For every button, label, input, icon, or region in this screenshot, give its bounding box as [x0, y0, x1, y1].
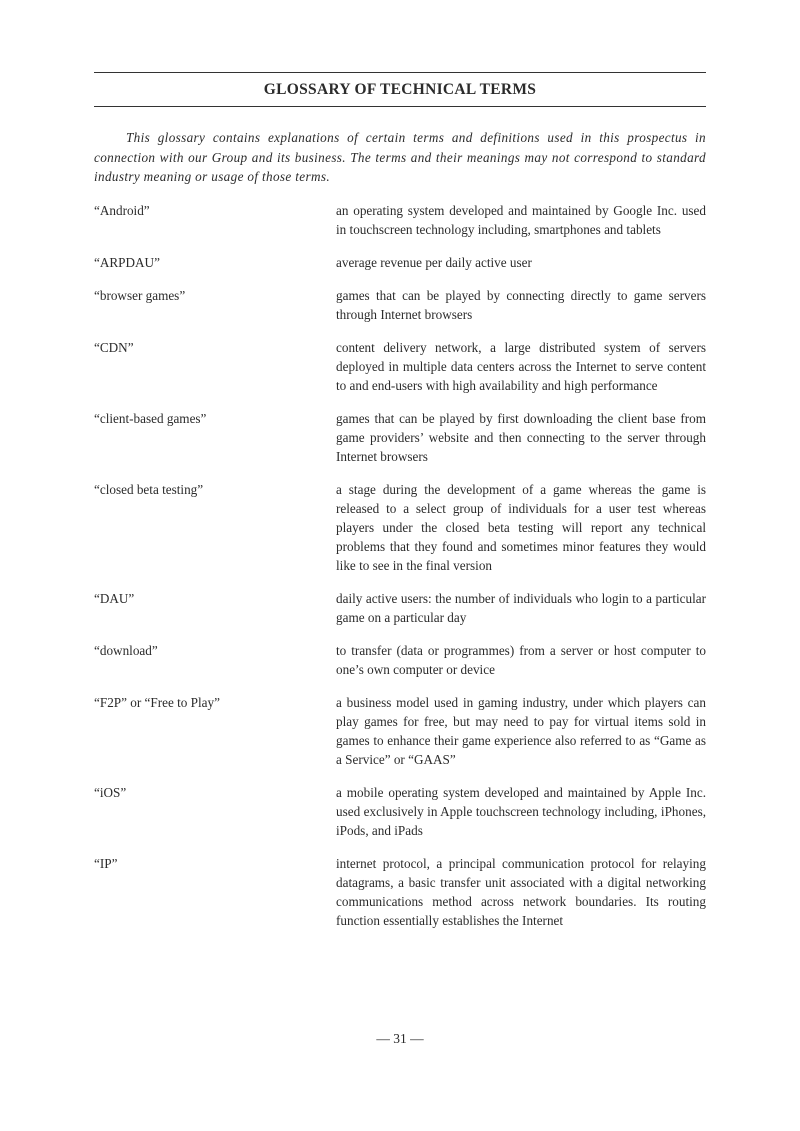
page-title: GLOSSARY OF TECHNICAL TERMS: [263, 81, 537, 98]
glossary-definition: a mobile operating system developed and maintained by Apple Inc. used exclusively in Apple touchscreen technology including, iPhones, iPods, and iPads: [336, 784, 706, 838]
glossary-entry: [94, 854, 706, 930]
glossary-term: “DAU”: [94, 590, 135, 606]
glossary-entry: [94, 286, 706, 324]
glossary-term: “browser games”: [94, 287, 186, 303]
glossary-list: [94, 201, 706, 930]
glossary-term: “download”: [94, 642, 158, 658]
glossary-definition: daily active users: the number of individuals who login to a particular game on a particular day: [336, 590, 706, 625]
intro-paragraph: This glossary contains explanations of certain terms and definitions used in this prospectus in connection with our Group and its business. The terms and their meanings may not correspond to standard industry meaning or usage of those terms.: [94, 130, 706, 185]
glossary-entry: [94, 409, 706, 466]
glossary-entry: [94, 253, 706, 272]
glossary-definition: to transfer (data or programmes) from a server or host computer to one’s own computer or device: [336, 642, 706, 677]
glossary-definition: an operating system developed and maintained by Google Inc. used in touchscreen technology including, smartphones and tablets: [336, 202, 706, 237]
glossary-term: “F2P” or “Free to Play”: [94, 694, 220, 710]
glossary-entry: [94, 338, 706, 395]
glossary-definition: a stage during the development of a game whereas the game is released to a select group of individuals for a user test whereas players under the closed beta testing will report any technical problems that they found and sometimes minor features they would like to see in the final version: [336, 481, 706, 573]
glossary-definition: internet protocol, a principal communication protocol for relaying datagrams, a basic transfer unit associated with a digital networking communications method across network boundaries. Its routing function essentially establishes the Internet: [336, 855, 706, 928]
glossary-definition: a business model used in gaming industry, under which players can play games for free, but may need to pay for virtual items sold in games to enhance their game experience also referred to as “Game as a Service” or “GAAS”: [336, 694, 706, 767]
glossary-definition: average revenue per daily active user: [336, 254, 532, 270]
glossary-term: “closed beta testing”: [94, 481, 204, 497]
glossary-definition: games that can be played by first downloading the client base from game providers’ website and then connecting to the server through Internet browsers: [336, 410, 706, 464]
document-page: [94, 72, 706, 944]
glossary-definition: content delivery network, a large distributed system of servers deployed in multiple data centers across the Internet to serve content to and end-users with high availability and high performance: [336, 339, 706, 393]
page-number: — 31 —: [376, 1031, 424, 1046]
glossary-entry: [94, 693, 706, 769]
glossary-term: “Android”: [94, 202, 150, 218]
glossary-term: “IP”: [94, 855, 118, 871]
glossary-entry: [94, 641, 706, 679]
glossary-entry: [94, 201, 706, 239]
glossary-entry: [94, 783, 706, 840]
header-rule-bottom: [94, 106, 706, 107]
glossary-term: “ARPDAU”: [94, 254, 160, 270]
glossary-definition: games that can be played by connecting directly to game servers through Internet browsers: [336, 287, 706, 322]
glossary-term: “client-based games”: [94, 410, 207, 426]
header-rule-top: [94, 72, 706, 73]
glossary-term: “iOS”: [94, 784, 127, 800]
glossary-entry: [94, 589, 706, 627]
glossary-entry: [94, 480, 706, 575]
glossary-term: “CDN”: [94, 339, 134, 355]
